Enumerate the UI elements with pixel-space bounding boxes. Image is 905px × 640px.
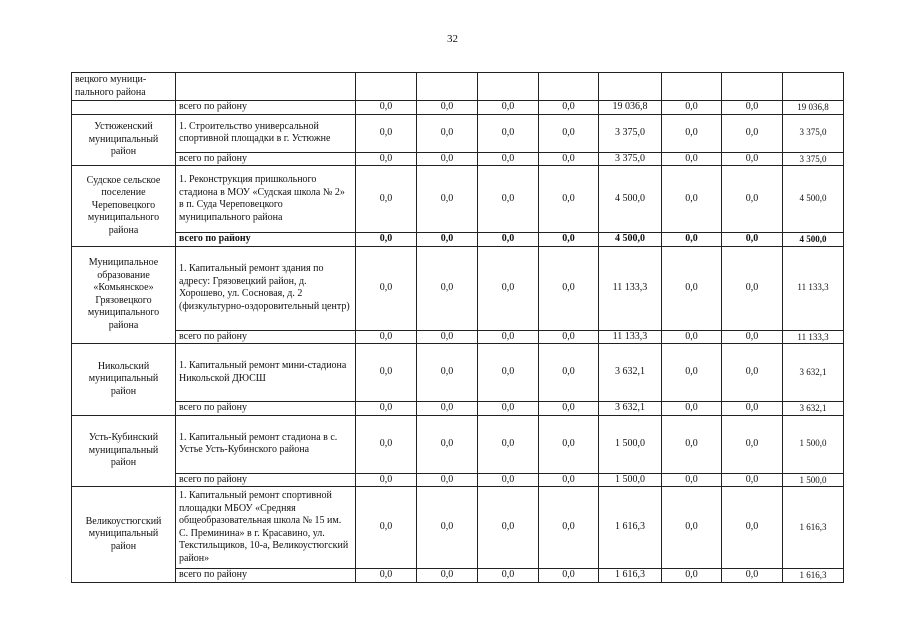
project-description-cell: 1. Капитальный ремонт здания по адресу: Грязовецкий район, д. Хорошево, ул. Сосновая, д. 2 (физкультурно-оздоровительный центр) bbox=[176, 246, 356, 330]
total-label: всего по району bbox=[176, 152, 356, 166]
total-value-cell: 0,0 bbox=[417, 152, 478, 166]
value-cell: 3 632,1 bbox=[783, 344, 844, 402]
project-description-cell: 1. Капитальный ремонт спортивной площадки МБОУ «Средняя общеобразовательная школа № 15 им. С. Преминина» в г. Красавино, ул. Текстильщиков, 10-а, Великоустюгский район» bbox=[176, 487, 356, 569]
district-total-row bbox=[72, 473, 844, 487]
project-row bbox=[72, 415, 844, 473]
value-cell bbox=[478, 73, 539, 101]
total-value-cell: 1 616,3 bbox=[599, 569, 662, 583]
district-name-cell: Усть-Кубинский муниципальный район bbox=[72, 415, 176, 487]
project-row bbox=[72, 487, 844, 569]
total-value-cell: 0,0 bbox=[539, 152, 599, 166]
total-value-cell: 0,0 bbox=[722, 101, 783, 115]
value-cell: 0,0 bbox=[417, 344, 478, 402]
total-value-cell: 1 500,0 bbox=[599, 473, 662, 487]
value-cell: 3 375,0 bbox=[783, 114, 844, 152]
total-value-cell: 0,0 bbox=[356, 101, 417, 115]
value-cell: 1 616,3 bbox=[783, 487, 844, 569]
total-value-cell: 0,0 bbox=[478, 101, 539, 115]
value-cell bbox=[722, 73, 783, 101]
total-value-cell: 0,0 bbox=[356, 473, 417, 487]
district-total-row bbox=[72, 330, 844, 344]
total-value-cell: 3 375,0 bbox=[599, 152, 662, 166]
total-value-cell: 3 632,1 bbox=[599, 402, 662, 416]
total-value-cell: 0,0 bbox=[662, 101, 722, 115]
total-value-cell: 0,0 bbox=[356, 330, 417, 344]
value-cell: 0,0 bbox=[662, 166, 722, 233]
total-value-cell: 1 500,0 bbox=[783, 473, 844, 487]
value-cell: 0,0 bbox=[662, 246, 722, 330]
total-value-cell: 0,0 bbox=[356, 152, 417, 166]
district-name-cell: Судское сельское поселение Череповецкого муниципального района bbox=[72, 166, 176, 247]
total-value-cell: 0,0 bbox=[722, 152, 783, 166]
total-value-cell: 0,0 bbox=[539, 233, 599, 247]
value-cell: 0,0 bbox=[356, 166, 417, 233]
total-value-cell: 19 036,8 bbox=[599, 101, 662, 115]
value-cell bbox=[783, 73, 844, 101]
total-value-cell: 1 616,3 bbox=[783, 569, 844, 583]
total-value-cell: 0,0 bbox=[356, 402, 417, 416]
value-cell: 0,0 bbox=[478, 415, 539, 473]
project-description-cell: 1. Капитальный ремонт стадиона в с. Устье Усть-Кубинского района bbox=[176, 415, 356, 473]
total-value-cell: 0,0 bbox=[662, 152, 722, 166]
project-row bbox=[72, 246, 844, 330]
total-label: всего по району bbox=[176, 330, 356, 344]
value-cell: 0,0 bbox=[356, 415, 417, 473]
value-cell: 11 133,3 bbox=[783, 246, 844, 330]
page-number: 32 bbox=[447, 33, 458, 45]
total-value-cell: 0,0 bbox=[539, 569, 599, 583]
district-name-cell: вецкого муници- пального района bbox=[72, 73, 176, 101]
value-cell: 0,0 bbox=[539, 344, 599, 402]
district-name-cell: Устюженский муниципальный район bbox=[72, 114, 176, 166]
total-value-cell: 0,0 bbox=[539, 101, 599, 115]
project-description-cell: 1. Строительство универсальной спортивной площадки в г. Устюжне bbox=[176, 114, 356, 152]
value-cell: 0,0 bbox=[417, 166, 478, 233]
value-cell: 0,0 bbox=[722, 487, 783, 569]
district-total-row bbox=[72, 101, 844, 115]
total-value-cell: 0,0 bbox=[417, 233, 478, 247]
project-row bbox=[72, 114, 844, 152]
total-value-cell: 0,0 bbox=[662, 473, 722, 487]
value-cell: 0,0 bbox=[539, 246, 599, 330]
total-value-cell: 4 500,0 bbox=[599, 233, 662, 247]
value-cell: 0,0 bbox=[356, 487, 417, 569]
continuation-row bbox=[72, 73, 844, 101]
total-value-cell: 0,0 bbox=[478, 233, 539, 247]
total-value-cell: 0,0 bbox=[722, 330, 783, 344]
value-cell: 0,0 bbox=[722, 246, 783, 330]
district-name-cell: Никольский муниципальный район bbox=[72, 344, 176, 416]
total-value-cell: 0,0 bbox=[539, 473, 599, 487]
value-cell: 1 500,0 bbox=[599, 415, 662, 473]
value-cell: 0,0 bbox=[722, 415, 783, 473]
total-value-cell: 0,0 bbox=[478, 569, 539, 583]
value-cell: 0,0 bbox=[417, 114, 478, 152]
value-cell bbox=[539, 73, 599, 101]
total-value-cell: 0,0 bbox=[478, 402, 539, 416]
total-value-cell: 3 632,1 bbox=[783, 402, 844, 416]
district-total-row bbox=[72, 233, 844, 247]
value-cell: 0,0 bbox=[356, 114, 417, 152]
total-value-cell: 3 375,0 bbox=[783, 152, 844, 166]
value-cell: 0,0 bbox=[722, 114, 783, 152]
total-value-cell: 0,0 bbox=[722, 402, 783, 416]
value-cell: 0,0 bbox=[662, 487, 722, 569]
value-cell: 0,0 bbox=[539, 166, 599, 233]
total-value-cell: 0,0 bbox=[478, 473, 539, 487]
value-cell: 11 133,3 bbox=[599, 246, 662, 330]
value-cell: 0,0 bbox=[356, 246, 417, 330]
value-cell: 3 375,0 bbox=[599, 114, 662, 152]
value-cell: 0,0 bbox=[539, 114, 599, 152]
value-cell: 0,0 bbox=[478, 114, 539, 152]
value-cell: 0,0 bbox=[722, 344, 783, 402]
total-value-cell: 0,0 bbox=[417, 569, 478, 583]
value-cell: 0,0 bbox=[417, 246, 478, 330]
project-row bbox=[72, 344, 844, 402]
total-value-cell: 0,0 bbox=[417, 473, 478, 487]
total-value-cell: 0,0 bbox=[417, 101, 478, 115]
value-cell: 0,0 bbox=[478, 246, 539, 330]
value-cell: 0,0 bbox=[662, 415, 722, 473]
total-value-cell: 0,0 bbox=[356, 233, 417, 247]
total-value-cell: 0,0 bbox=[356, 569, 417, 583]
value-cell: 4 500,0 bbox=[599, 166, 662, 233]
total-value-cell: 19 036,8 bbox=[783, 101, 844, 115]
project-row bbox=[72, 166, 844, 233]
total-label: всего по району bbox=[176, 569, 356, 583]
value-cell: 0,0 bbox=[539, 487, 599, 569]
total-label: всего по району bbox=[176, 233, 356, 247]
district-name-cell: Великоустюгский муниципальный район bbox=[72, 487, 176, 583]
value-cell bbox=[662, 73, 722, 101]
total-label: всего по району bbox=[176, 101, 356, 115]
value-cell: 0,0 bbox=[356, 344, 417, 402]
district-cell bbox=[72, 101, 176, 115]
value-cell: 0,0 bbox=[478, 166, 539, 233]
value-cell: 0,0 bbox=[478, 487, 539, 569]
total-label: всего по району bbox=[176, 473, 356, 487]
total-value-cell: 0,0 bbox=[478, 152, 539, 166]
total-value-cell: 4 500,0 bbox=[783, 233, 844, 247]
value-cell: 0,0 bbox=[662, 114, 722, 152]
project-description-cell: 1. Капитальный ремонт мини-стадиона Никольской ДЮСШ bbox=[176, 344, 356, 402]
district-name-cell: Муниципальное образование «Комьянское» Грязовецкого муниципального района bbox=[72, 246, 176, 344]
value-cell: 0,0 bbox=[478, 344, 539, 402]
project-cell bbox=[176, 73, 356, 101]
value-cell: 0,0 bbox=[662, 344, 722, 402]
total-value-cell: 11 133,3 bbox=[783, 330, 844, 344]
total-value-cell: 0,0 bbox=[417, 402, 478, 416]
total-value-cell: 0,0 bbox=[539, 330, 599, 344]
value-cell: 4 500,0 bbox=[783, 166, 844, 233]
value-cell: 0,0 bbox=[722, 166, 783, 233]
district-total-row bbox=[72, 402, 844, 416]
total-value-cell: 11 133,3 bbox=[599, 330, 662, 344]
total-value-cell: 0,0 bbox=[662, 330, 722, 344]
total-value-cell: 0,0 bbox=[539, 402, 599, 416]
total-value-cell: 0,0 bbox=[722, 569, 783, 583]
value-cell: 0,0 bbox=[539, 415, 599, 473]
value-cell: 3 632,1 bbox=[599, 344, 662, 402]
value-cell: 1 500,0 bbox=[783, 415, 844, 473]
total-value-cell: 0,0 bbox=[722, 473, 783, 487]
value-cell bbox=[417, 73, 478, 101]
total-label: всего по району bbox=[176, 402, 356, 416]
value-cell bbox=[599, 73, 662, 101]
total-value-cell: 0,0 bbox=[722, 233, 783, 247]
total-value-cell: 0,0 bbox=[662, 402, 722, 416]
total-value-cell: 0,0 bbox=[662, 233, 722, 247]
budget-table bbox=[71, 72, 844, 583]
value-cell: 0,0 bbox=[417, 415, 478, 473]
project-description-cell: 1. Реконструкция пришкольного стадиона в МОУ «Судская школа № 2» в п. Суда Череповецкого муниципального района bbox=[176, 166, 356, 233]
value-cell: 0,0 bbox=[417, 487, 478, 569]
district-total-row bbox=[72, 152, 844, 166]
total-value-cell: 0,0 bbox=[478, 330, 539, 344]
value-cell: 1 616,3 bbox=[599, 487, 662, 569]
value-cell bbox=[356, 73, 417, 101]
district-total-row bbox=[72, 569, 844, 583]
total-value-cell: 0,0 bbox=[662, 569, 722, 583]
total-value-cell: 0,0 bbox=[417, 330, 478, 344]
